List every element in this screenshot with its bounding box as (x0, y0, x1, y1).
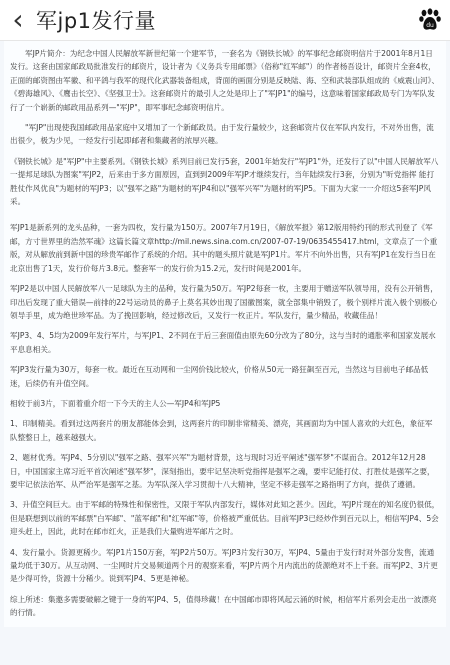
list-item: 1、印制精美。看到过这两套片的朋友都能体会到，这两套片的印制非常精美、漂亮，其画面均为中国人喜欢的大红色，象征军队整整日上，越来越强大。 (10, 419, 433, 442)
paragraph: 军JP3发行量为30万，每套一枚。最近在互动网和一尘网价钱比较火，价格从50元一路狂飙至百元，当然这与目前电子邮品低迷，后续仍有升值空间。 (10, 365, 429, 388)
paragraph: 军JP3、4、5均为2009年发行军片，与军JP1、2不同在于后三套面值由原先60分改为了80分，这与当时的通胀率和国家发展水平息息相关。 (10, 331, 436, 354)
paragraph: "军JP"出现使我国邮政用品家庭中又增加了一个新邮政员。由于发行量较少，这套邮资片仅在军队内发行，不对外出售，流出很少，极为少见，一经发行引起即邮者和集藏者的浓厚兴趣。 (10, 123, 434, 146)
page-title: 军jp1发行量 (36, 9, 157, 33)
intro-paragraph: 军JP片简介：为纪念中国人民解放军新世纪第一个建军节，一套名为《钢铁长城》的军事纪念邮资明信片于2001年8月1日发行。这套由国家邮政局批准发行的邮资片，设计者为《义务兵专用邮票》（俗称"红军邮"）的作者杨吾设计，邮资片全套4枚，正面的邮资图由军徽、和平鸽与我军的现代化武器装备组成，背面的画面分别是反映陆、海、空和武装部队组成的《威震山河》、《碧海雄风》、《鹰击长空》、《坚强卫士》。这套邮资片的最引人之处是印上了"军JP1"的编号，这意味着国家邮政局专门为军队发行了一个崭新的邮政用品系列—"军JP"，即军事纪念邮资明信片。 (10, 49, 440, 112)
paragraph: 军JP2是以中国人民解放军八一足球队为主的品种，发行量为50万。军JP2每套一枚，主要用于赠送军队领导用，没有公开销售，印出后发现了重大错误—前排的22号运动员的鼻子上莫名其妙出现了国徽图案，就全部集中销毁了，极个别样片流入极个别极心领导手里，成为绝世珍军品。为了挽回影响，经过修改后，又发行一枚正片。军队发行，量少精品，收藏佳品！ (10, 284, 438, 320)
svg-text:du: du (426, 22, 434, 29)
paragraph: 《钢铁长城》是"军JP"中主要系列。《钢铁长城》系列目前已发行5套，2001年始发行"军JP1"外，还发行了以"中国人民解放军八一提邦足球队为图案"军JP2，后来由于多方面原因，直到到2009年军JP才继续发行，当年陆续发行3套，分别为"听党指挥 能打胜仗作风优良"为题材的军JP3；以"强军之路"为题材的军JP4和以"强军兴军"为题材的军JP5。下面为大家一一介绍这5套军JP风采。 (10, 156, 439, 207)
list-item: 4、发行量小。货源更稀少。军JP1片150万套，军JP2片50万。军JP3片发行30万，军JP4、5量由于发行时对外部分发售，流通量均低于30万。从互动网、一尘网时片交易频道两个月的观察来看，军JP片两个月内流出的货源绝对不上千套。而军JP2、3片更是少得可怜，货源十分稀少。说到军JP4、5更是神秘。 (10, 547, 438, 584)
paragraph: 相较于前3片，下面着重介绍一下今天的主人公—军JP4和军JP5 (10, 398, 221, 408)
list-item: 3、升值空间巨大。由于军邮的特殊性和保密性，又限于军队内部发行，媒体对此知之甚少。因此，军JP片现在的知名度仍很低，但是联想到以前的军邮票"白军邮"、"蓝军邮"和"红军邮"等，价格被严重低估。目前军JP3已经炒作到百元以上，相信军JP4、5会迎头赶上，因此，此时在邮市红火，正是我们大量购进军邮片之时。 (10, 500, 440, 537)
article-body (4, 41, 446, 627)
top-bar (0, 0, 450, 41)
chevron-left-icon[interactable]: ‹ (12, 3, 24, 36)
content-area[interactable] (0, 41, 450, 665)
paragraph: 军JP1是新系列的龙头品种，一套为四枚，发行量为150万。2007年7月19日，《解放军报》第12版用特约刊的形式刊登了《军邮，方寸世界里的浩然军魂》这篇长篇文章http://mil.news.sina.com.cn/2007-07-19/0635455417.html，文章点了一个重版，对从解放前到新中国的珍贵军邮作了系统的介绍。其中的题头照片就是军JP1片。军片不向外出售，只有军JP1在发行当日在北京出售了1天，发行价每片3.8元。整套军一的发行价为15.2元，发行时间是2001年。 (10, 223, 438, 273)
paw-logo-icon[interactable] (410, 0, 450, 40)
list-item: 2、题材优秀。军JP4、5分别以"强军之路、强军兴军"为题材背景，这与现时习近平阐述"强军梦"不谋而合。2012年12月28日，中国国家主席习近平首次阐述"强军梦"，深刻指出，要牢记坚决听党指挥是强军之魂，要牢记能打仗、打胜仗是强军之要，要牢记依法治军、从严治军是强军之基。为军队深入学习贯彻十八大精神，坚定不移走强军之路指明了方向，提供了遵循。 (10, 453, 435, 489)
summary-paragraph: 综上所述：集邀多需要破解之键于一身的军JP4、5，值得珍藏！在中国邮市即将风起云涌的时候，相信军片系列会走出一波漂亮的行情。 (10, 594, 437, 618)
